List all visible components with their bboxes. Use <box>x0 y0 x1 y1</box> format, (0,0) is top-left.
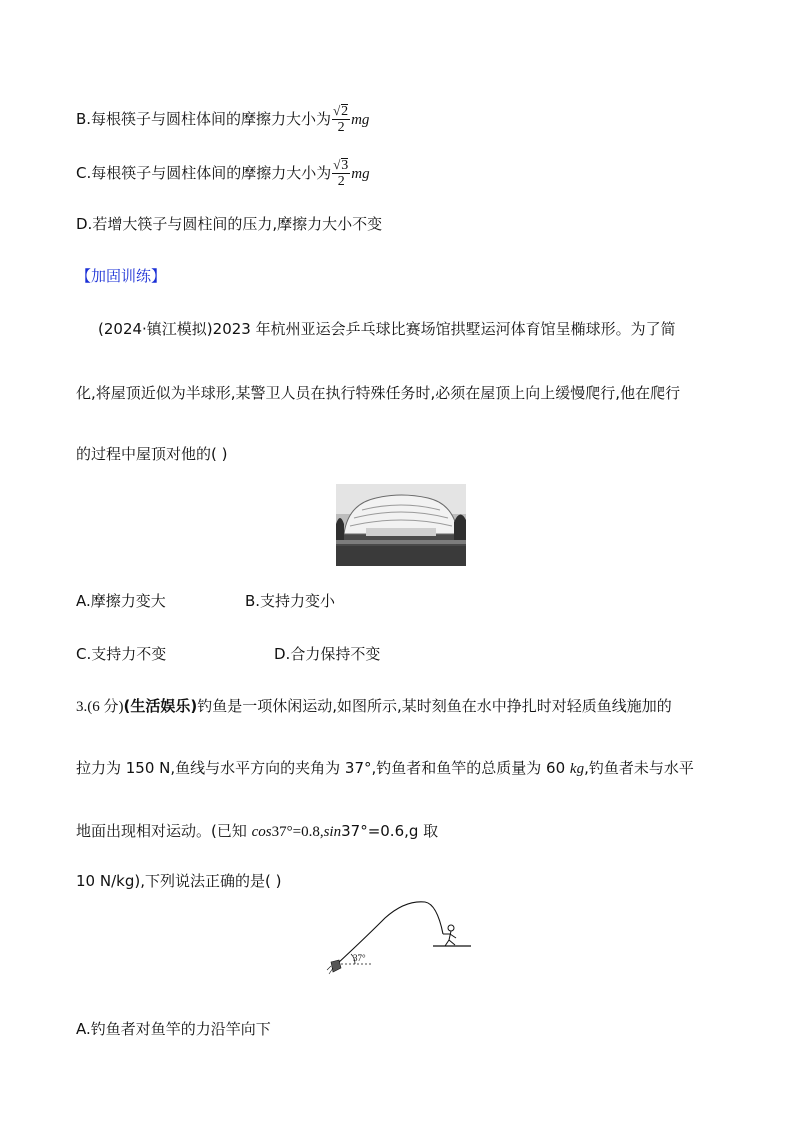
problem3-tag: (生活娱乐) <box>123 697 198 715</box>
sin-word: sin <box>323 824 342 840</box>
problem3-line4: 10 N/kg),下列说法正确的是( ) <box>76 872 282 890</box>
fishing-illustration <box>325 888 475 978</box>
problem3-line2-text-a: 拉力为 150 N,鱼线与水平方向的夹角为 37°,钓鱼者和鱼竿的总质量为 60 <box>76 759 570 777</box>
problem3-option-a: A.钓鱼者对鱼竿的力沿竿向下 <box>76 1020 271 1038</box>
stadium-photo <box>336 484 466 566</box>
mg-symbol: mg <box>351 166 370 182</box>
problem2-option-b: B.支持力变小 <box>245 592 336 610</box>
problem2-option-a: A.摩擦力变大 <box>76 592 166 610</box>
problem3-number: 3.(6 分) <box>76 699 124 715</box>
problem3-line3-text-a: 地面出现相对运动。(已知 <box>76 822 252 840</box>
problem3-line2 <box>76 757 694 780</box>
option-c-text: C.每根筷子与圆柱体间的摩擦力大小为 <box>76 164 332 182</box>
fishing-diagram <box>325 888 475 978</box>
fraction <box>332 158 350 189</box>
problem3-line1-text: 钓鱼是一项休闲运动,如图所示,某时刻鱼在水中挣扎时对轻质鱼线施加的 <box>197 697 672 715</box>
problem3-line3 <box>76 820 438 843</box>
problem3-line3-text-c: 37°=0.6,g 取 <box>341 822 439 840</box>
problem2-option-d: D.合力保持不变 <box>274 645 381 663</box>
section-heading: 【加固训练】 <box>76 267 167 285</box>
problem3-line1 <box>76 695 672 718</box>
fraction <box>332 104 350 135</box>
sqrt-arg: 3 <box>341 158 349 173</box>
problem3-line3-text-b: 37°=0.8, <box>271 824 324 840</box>
stadium-illustration <box>336 484 466 566</box>
denominator: 2 <box>337 120 345 135</box>
sqrt-arg: 2 <box>341 104 349 119</box>
problem2-option-c: C.支持力不变 <box>76 645 167 663</box>
denominator: 2 <box>337 174 345 189</box>
cos-word: cos <box>251 824 272 840</box>
problem2-line2: 化,将屋顶近似为半球形,某警卫人员在执行特殊任务时,必须在屋顶上向上缓慢爬行,他在爬行 <box>76 384 681 402</box>
problem2-line1-text: (2024·镇江模拟)2023 年杭州亚运会乒乓球比赛场馆拱墅运河体育馆呈椭球形。为了简 <box>98 320 676 338</box>
problem2-line3: 的过程中屋顶对他的( ) <box>76 445 228 463</box>
option-b-text: B.每根筷子与圆柱体间的摩擦力大小为 <box>76 110 332 128</box>
problem3-line2-text-b: ,钓鱼者未与水平 <box>584 759 694 777</box>
option-d-prev: D.若增大筷子与圆柱间的压力,摩擦力大小不变 <box>76 215 383 233</box>
option-b-prev <box>76 104 369 135</box>
option-c-prev <box>76 158 370 189</box>
mg-symbol: mg <box>351 112 370 128</box>
kg-unit: kg <box>569 761 585 777</box>
angle-label: 37° <box>353 953 366 963</box>
problem2-line1 <box>98 318 676 340</box>
